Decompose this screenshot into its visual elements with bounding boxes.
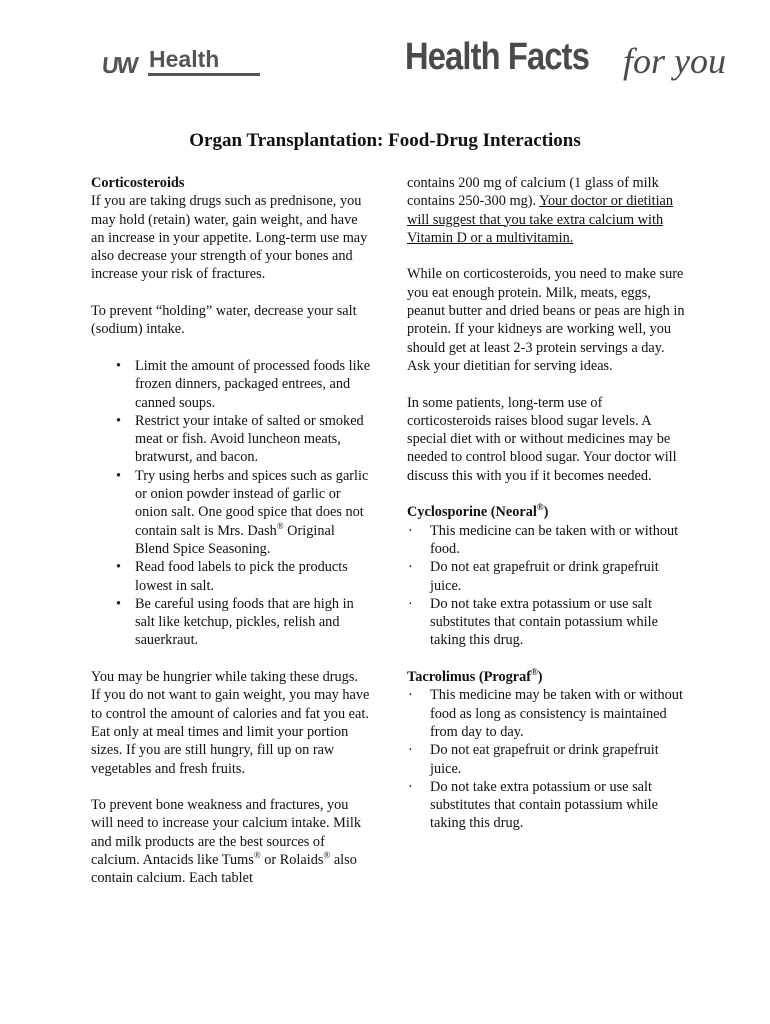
tacrolimus-heading-end: ) <box>537 669 543 686</box>
bone-text-3: also contain calcium. Each tablet <box>91 851 357 887</box>
brand-main-text: Health Facts <box>405 36 590 78</box>
list-item: · This medicine may be taken with or without food as long as consistency is maintained from day to day. <box>430 686 687 741</box>
tacrolimus-heading <box>407 668 687 686</box>
corticosteroids-intro <box>91 174 371 284</box>
list-item: • Limit the amount of processed foods like frozen dinners, packaged entrees, and canned soups. <box>135 357 371 412</box>
list-item: · Do not take extra potassium or use salt substitutes that contain potassium while taking this drug. <box>430 595 687 650</box>
right-column <box>407 174 687 851</box>
page-title: Organ Transplantation: Food-Drug Interactions <box>189 130 581 151</box>
spice-tip-end: Original Blend Spice Seasoning. <box>135 522 335 557</box>
tacrolimus-heading-text: Tacrolimus (Prograf <box>407 669 532 686</box>
calcium-text: contains 200 mg of calcium (1 glass of milk contains 250-300 mg). <box>407 175 659 210</box>
list-item: • Be careful using foods that are high in salt like ketchup, pickles, relish and sauerkraut. <box>135 595 371 650</box>
sodium-intro: To prevent “holding” water, decrease your salt (sodium) intake. <box>91 303 357 338</box>
registered-mark: ® <box>531 667 538 678</box>
cyclosporine-heading-end: ) <box>543 504 549 521</box>
health-facts-banner <box>405 36 726 81</box>
brand-sub-text: for you <box>623 41 726 81</box>
corticosteroids-heading: Corticosteroids <box>91 175 185 191</box>
tacrolimus-list <box>407 686 687 832</box>
cyclosporine-heading-text: Cyclosporine (Neoral <box>407 504 537 521</box>
list-item: · Do not eat grapefruit or drink grapefruit juice. <box>430 558 687 595</box>
blood-sugar-paragraph: In some patients, long-term use of corticosteroids raises blood sugar levels. A special diet with or without medicines may be needed to control blood sugar. Your doctor will discuss this with you if it becomes needed. <box>407 394 677 484</box>
uw-health-logo <box>102 42 262 82</box>
left-column <box>91 174 371 906</box>
registered-mark: ® <box>276 520 284 531</box>
bone-paragraph <box>91 796 371 887</box>
page-header <box>0 36 770 86</box>
list-item: • Read food labels to pick the products lowest in salt. <box>135 558 371 595</box>
cyclosporine-heading <box>407 503 687 521</box>
list-item: · Do not eat grapefruit or drink grapefruit juice. <box>430 741 687 778</box>
list-item: • Restrict your intake of salted or smoked meat or fish. Avoid luncheon meats, bratwurst, and bacon. <box>135 412 371 467</box>
list-item <box>135 467 371 558</box>
spice-tip-text: Try using herbs and spices such as garlic or onion powder instead of garlic or onion salt. One good spice that does not contain salt is Mrs. Dash <box>135 467 369 539</box>
bone-text-1: To prevent bone weakness and fractures, you will need to increase your calcium intake. Milk and milk products are the best sources of calcium. Antacids like Tums <box>91 797 361 868</box>
registered-mark: ® <box>253 850 261 861</box>
logo-underline <box>148 73 260 76</box>
logo-uw-text: UW <box>100 52 138 78</box>
bone-text-2: or Rolaids <box>260 851 324 868</box>
protein-paragraph: While on corticosteroids, you need to make sure you eat enough protein. Milk, meats, eggs, peanut butter and dried beans or peas are high in protein. If your kidneys are working well, you should get at least 2-3 protein servings a day. Ask your dietitian for serving ideas. <box>407 266 685 374</box>
calcium-advice: Your doctor or dietitian will suggest that you take extra calcium with Vitamin D or a multivitamin. <box>407 193 674 246</box>
logo-health-text: Health <box>149 46 220 72</box>
list-item: · Do not take extra potassium or use salt substitutes that contain potassium while taking this drug. <box>430 778 687 833</box>
list-item: · This medicine can be taken with or without food. <box>430 522 687 559</box>
hunger-paragraph: You may be hungrier while taking these drugs. If you do not want to gain weight, you may have to control the amount of calories and fat you eat. Eat only at meal times and limit your portion sizes. If you are still hungry, fill up on raw vegetables and fresh fruits. <box>91 669 370 777</box>
registered-mark: ® <box>323 850 331 861</box>
corticosteroids-intro-text: If you are taking drugs such as prednisone, you may hold (retain) water, gain weight, and have an increase in your appetite. Long-term use may also decrease your strength of your bones and increase your risk of fractures. <box>91 193 368 283</box>
sodium-tips-list <box>91 357 371 650</box>
registered-mark: ® <box>536 502 544 513</box>
calcium-paragraph <box>407 174 687 247</box>
cyclosporine-list <box>407 522 687 650</box>
